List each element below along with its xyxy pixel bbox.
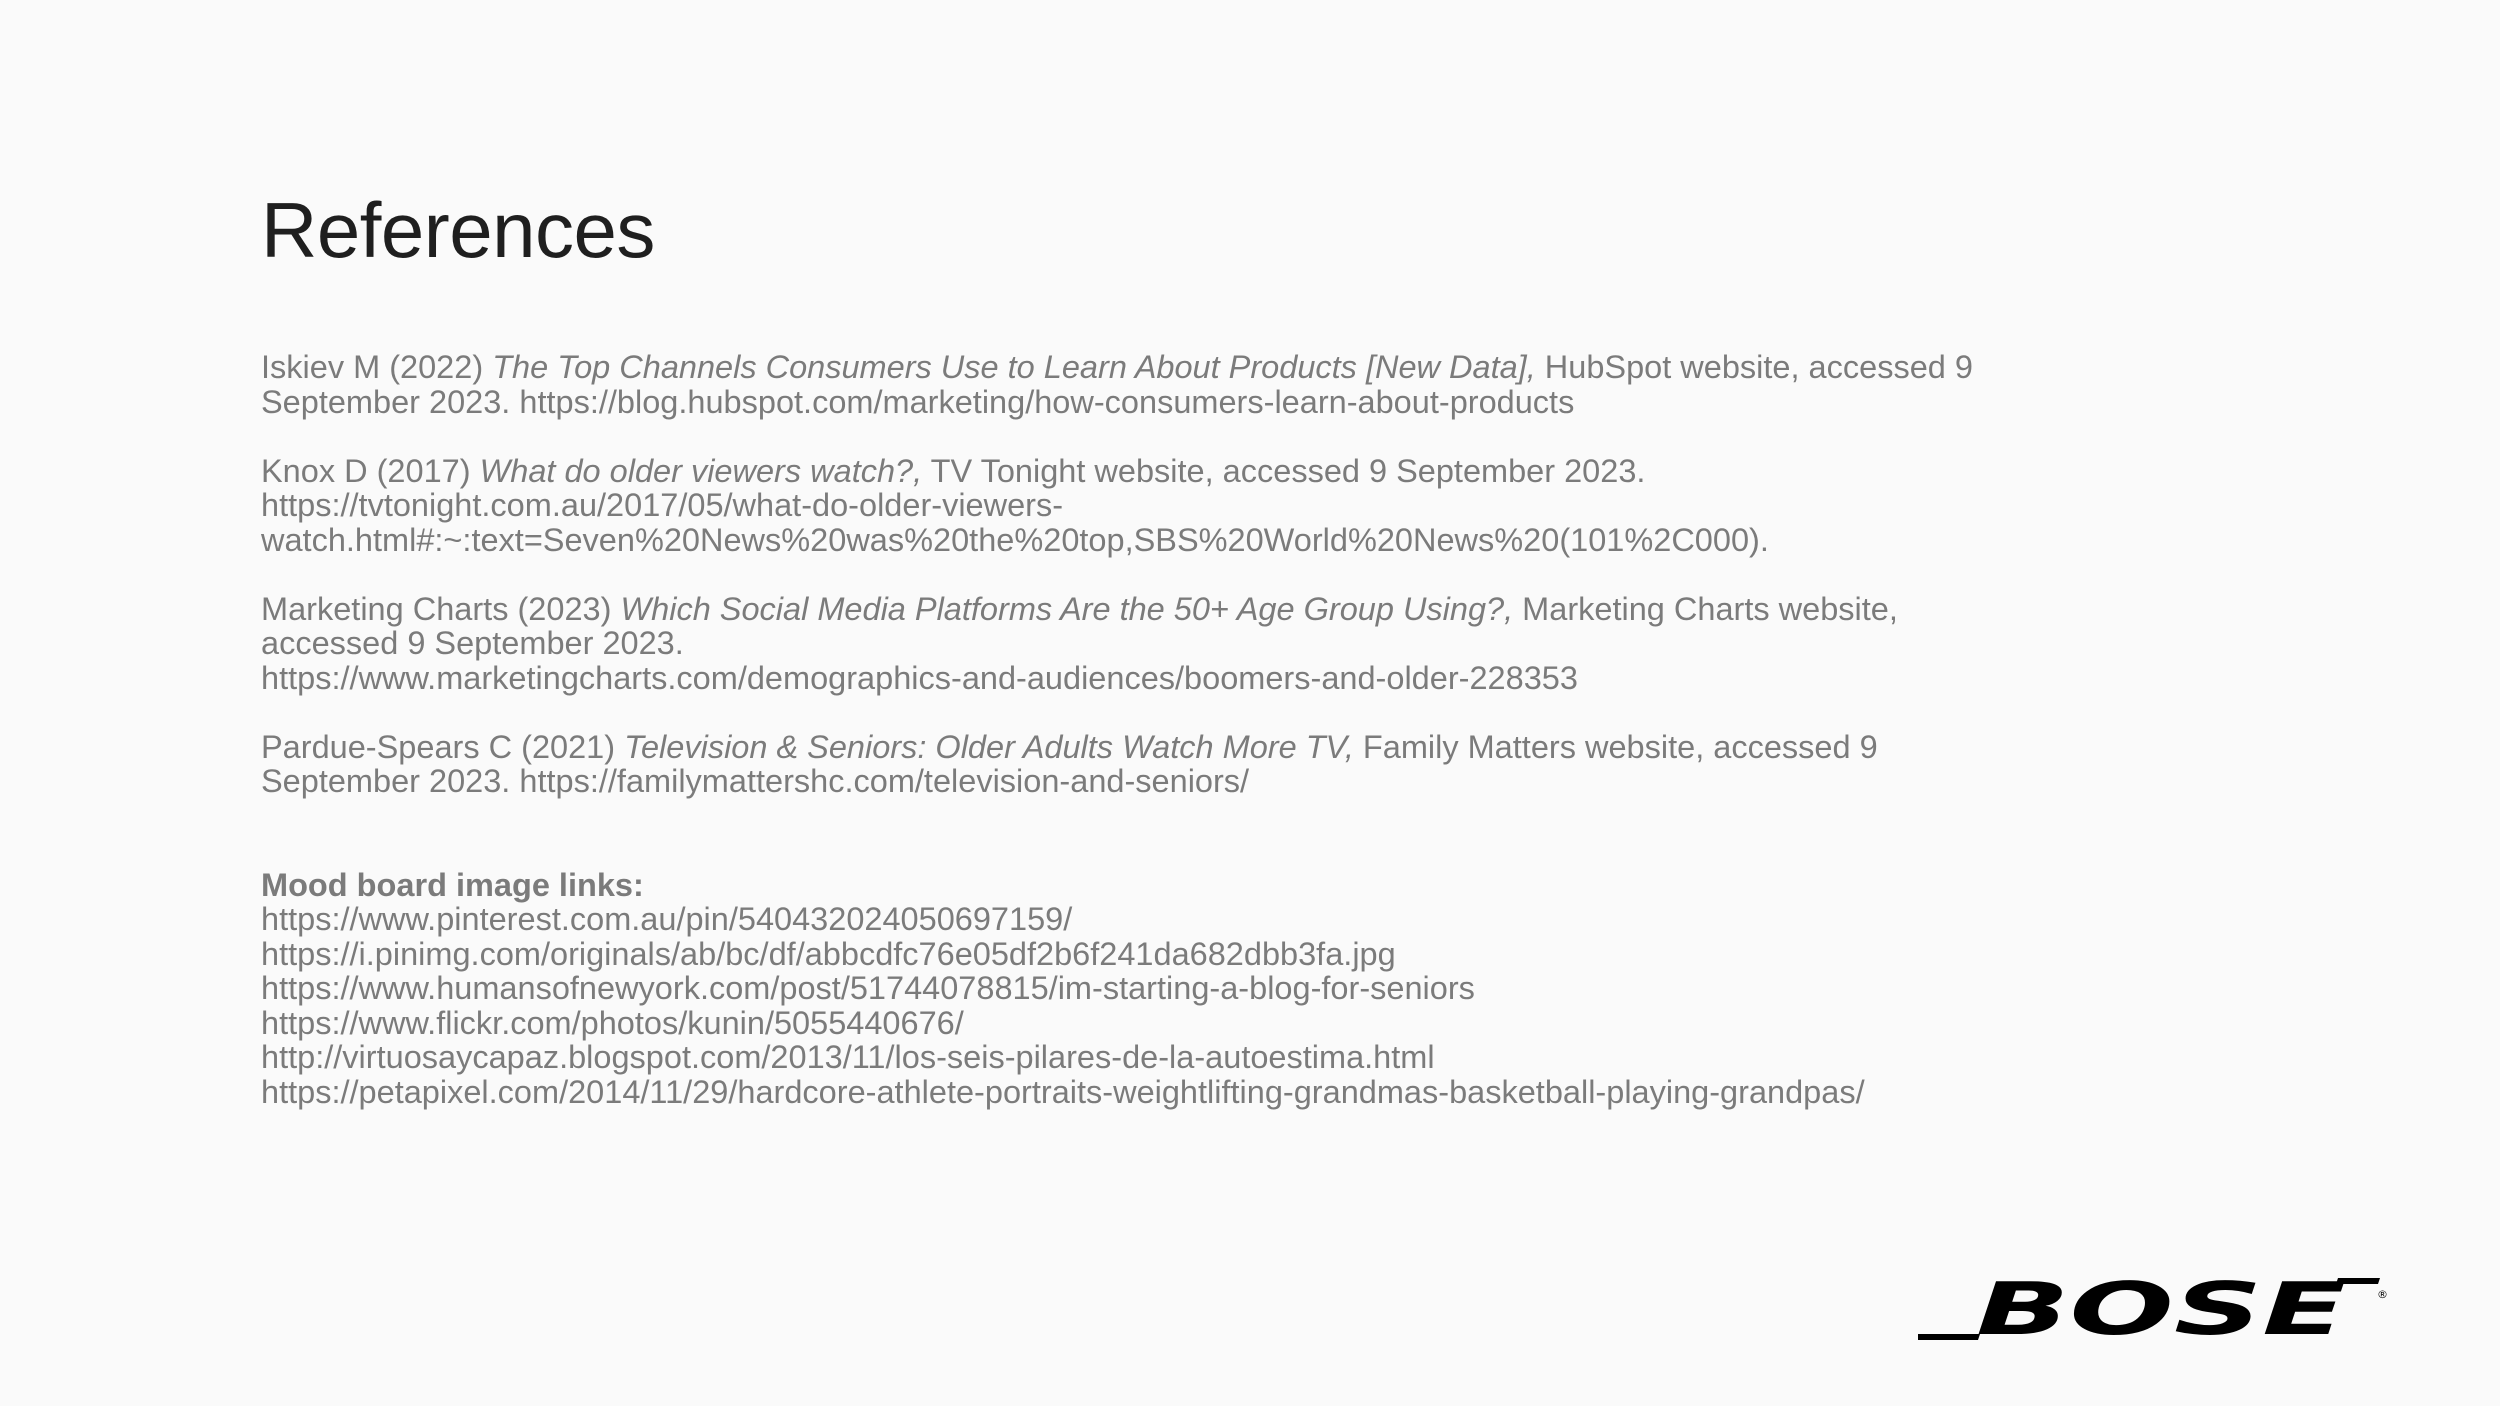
reference-source: Marketing Charts website, accessed 9 September 2023. — [261, 590, 1898, 661]
page-title: References — [261, 186, 655, 274]
reference-source: HubSpot website, accessed 9 September 2023. — [261, 349, 1973, 420]
bose-logo — [1918, 1278, 2388, 1340]
reference-item — [261, 350, 2021, 419]
references-list — [261, 350, 2021, 1109]
reference-url[interactable]: https://tvtonight.com.au/2017/05/what-do-older-viewers-watch.html#:~:text=Seven%20News%20was%20the%20top,SBS%20World%20News%20(101%2C000). — [261, 487, 1769, 558]
reference-title: What do older viewers watch?, — [479, 452, 923, 489]
reference-title: Which Social Media Platforms Are the 50+ Age Group Using?, — [620, 590, 1514, 627]
reference-title: The Top Channels Consumers Use to Learn About Products [New Data], — [492, 349, 1536, 385]
mood-board-link[interactable]: https://www.flickr.com/photos/kunin/5055440676/ — [261, 1004, 964, 1041]
reference-url[interactable]: https://familymattershc.com/television-and-seniors/ — [519, 763, 1250, 799]
reference-title: Television & Seniors: Older Adults Watch More TV, — [624, 728, 1354, 765]
reference-author: Knox D (2017) — [261, 452, 471, 489]
logo-wordmark: BOSE — [1976, 1278, 2346, 1340]
mood-board-link[interactable]: https://www.pinterest.com.au/pin/540432024050697159/ — [261, 901, 1073, 937]
mood-board-link[interactable]: http://virtuosaycapaz.blogspot.com/2013/11/los-seis-pilares-de-la-autoestima.html — [261, 1039, 1435, 1075]
reference-item — [261, 454, 2021, 558]
reference-item — [261, 730, 2021, 799]
reference-author: Marketing Charts (2023) — [261, 590, 612, 627]
mood-board-link[interactable]: https://petapixel.com/2014/11/29/hardcore-athlete-portraits-weightlifting-grandmas-basketball-playing-grandpas/ — [261, 1073, 1865, 1110]
reference-author: Pardue-Spears C (2021) — [261, 728, 616, 765]
registered-mark: ® — [2377, 1288, 2388, 1301]
mood-board-link[interactable]: https://i.pinimg.com/originals/ab/bc/df/abbcdfc76e05df2b6f241da682dbb3fa.jpg — [261, 935, 1396, 972]
reference-author: Iskiev M (2022) — [261, 349, 484, 385]
reference-url[interactable]: https://www.marketingcharts.com/demographics-and-audiences/boomers-and-older-228353 — [261, 659, 1578, 696]
reference-item — [261, 592, 2021, 696]
reference-source: TV Tonight website, accessed 9 September 2023. — [930, 452, 1646, 489]
mood-board-link[interactable]: https://www.humansofnewyork.com/post/51744078815/im-starting-a-blog-for-seniors — [261, 970, 1475, 1006]
reference-url[interactable]: https://blog.hubspot.com/marketing/how-consumers-learn-about-products — [519, 383, 1575, 420]
mood-board-section — [261, 868, 2021, 1110]
mood-board-heading: Mood board image links: — [261, 866, 644, 903]
logo-swoosh — [1918, 1334, 1980, 1340]
reference-source: Family Matters website, accessed 9 September 2023. — [261, 728, 1878, 799]
